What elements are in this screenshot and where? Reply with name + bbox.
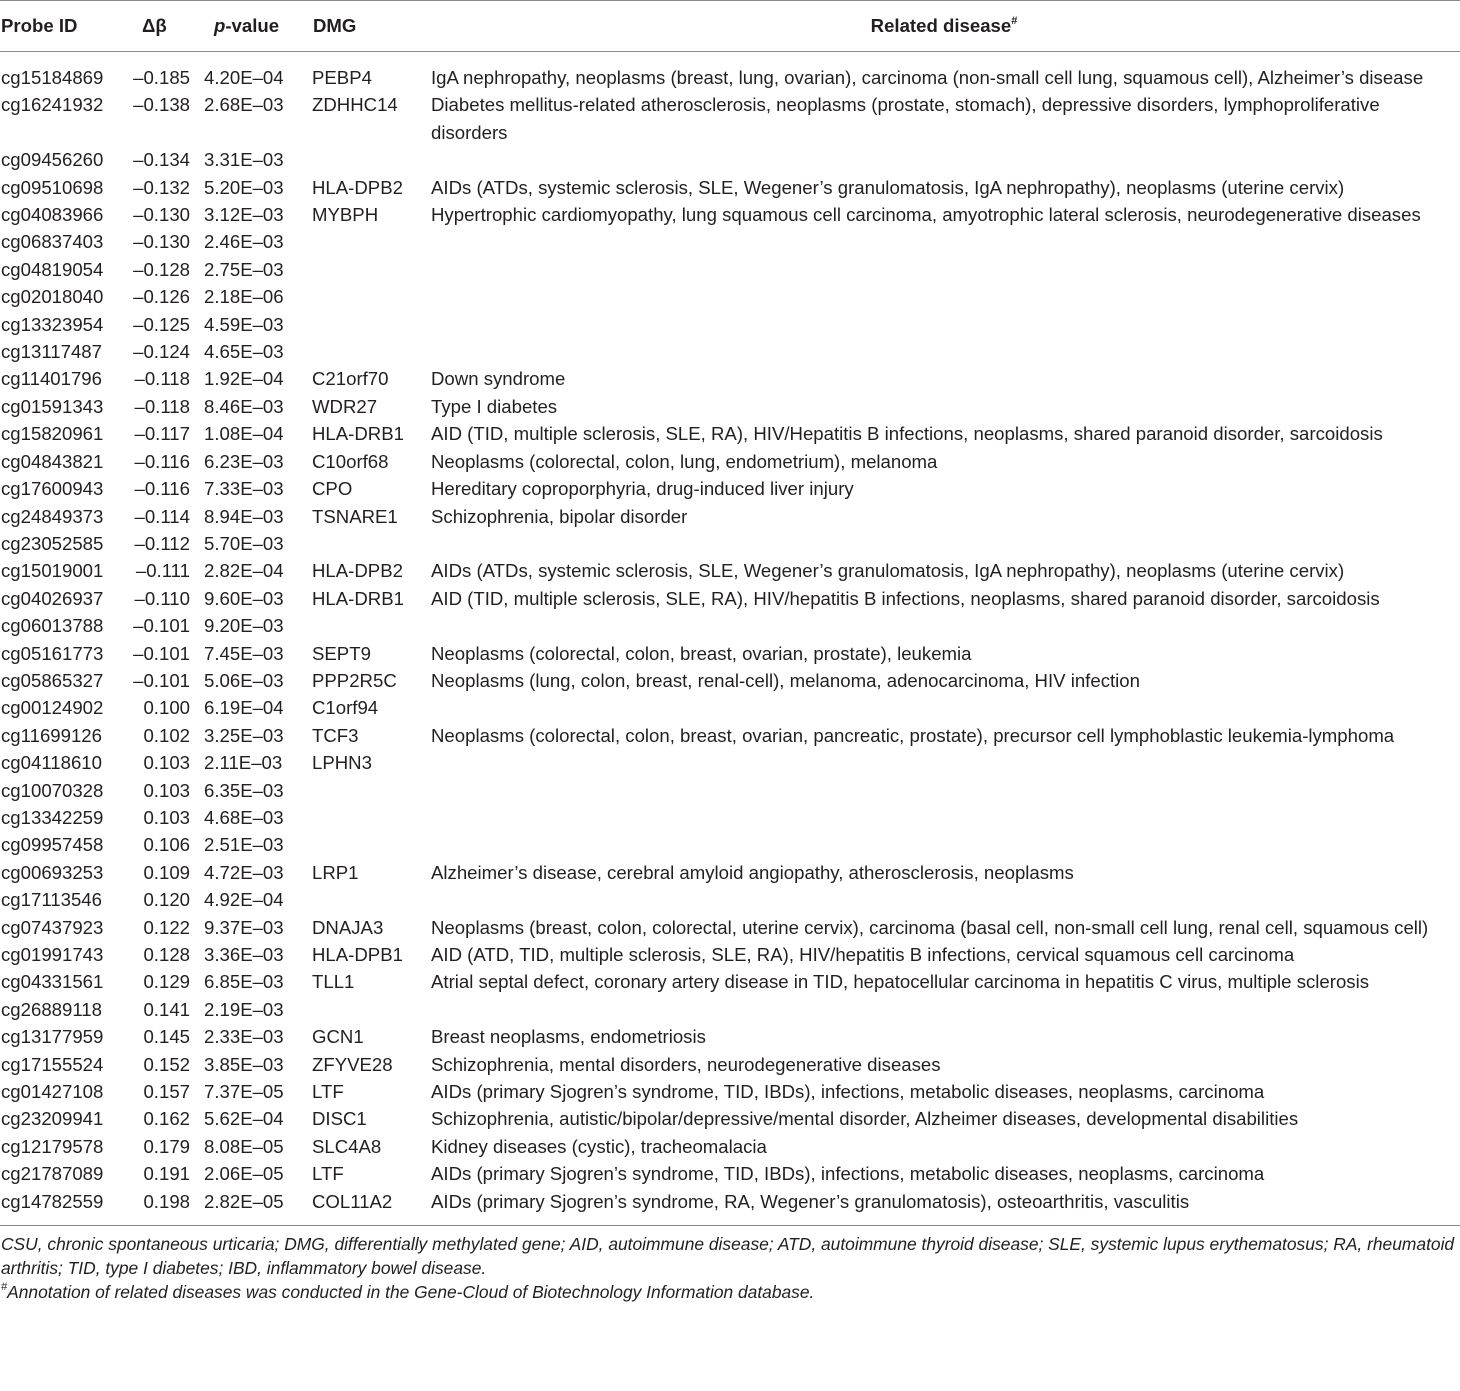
dmg-cell: HLA-DPB2 [312, 560, 403, 582]
header-related-disease [428, 1, 1460, 52]
delta-beta-cell: 0.128 [143, 944, 190, 965]
related-disease-cell: Atrial septal defect, coronary artery disease in TID, hepatocellular carcinoma in hepatitis C virus, multiple sclerosis [431, 971, 1370, 993]
probe-id-cell: cg13342259 [1, 806, 104, 828]
dmg-cell [310, 831, 428, 858]
table-row [0, 1188, 1460, 1225]
p-value-cell: 2.75E–03 [204, 258, 284, 280]
header-row [0, 1, 1460, 52]
probe-id-cell: cg17600943 [1, 478, 104, 500]
probe-id-cell: cg13323954 [1, 313, 104, 335]
delta-beta-cell: 0.157 [143, 1081, 190, 1103]
header-probe-id: Probe ID [0, 1, 124, 52]
delta-beta-cell: –0.185 [133, 67, 190, 88]
probe-id-cell: cg09456260 [1, 149, 104, 171]
dmg-cell: COL11A2 [312, 1190, 393, 1212]
delta-beta-cell: –0.132 [133, 176, 190, 198]
p-value-cell: 2.33E–03 [204, 1026, 284, 1048]
table-row [0, 941, 1460, 968]
related-disease-cell: Kidney diseases (cystic), tracheomalacia [431, 1135, 767, 1157]
dmg-cell: HLA-DRB1 [312, 587, 404, 609]
delta-beta-cell: –0.118 [134, 368, 190, 390]
table-row [0, 1133, 1460, 1160]
probe-id-cell: cg09510698 [1, 176, 104, 198]
p-value-cell: 3.25E–03 [204, 724, 284, 746]
abbreviations-note: CSU, chronic spontaneous urticaria; DMG, differentially methylated gene; AID, autoimmune disease; ATD, autoimmune thyroid disease; SLE, systemic lupus erythematosus; RA, rheumatoid arthritis; TID, type I diabetes; IBD, inflammatory bowel disease. [1, 1234, 1455, 1279]
annotation-text: Annotation of related diseases was conducted in the Gene-Cloud of Biotechnology Information database. [7, 1282, 815, 1303]
dmg-cell [310, 804, 428, 831]
related-disease-cell [428, 530, 1460, 557]
delta-beta-cell: 0.100 [143, 697, 190, 719]
related-disease-cell: Schizophrenia, autistic/bipolar/depressive/mental disorder, Alzheimer diseases, developmental disabilities [431, 1108, 1299, 1130]
annotation-mark: # [1, 1281, 8, 1294]
table-row [0, 146, 1460, 173]
dmg-cell: ZFYVE28 [312, 1053, 393, 1075]
delta-beta-cell: –0.128 [133, 258, 190, 280]
related-disease-cell [428, 777, 1460, 804]
dmg-cell: TLL1 [312, 971, 355, 993]
header-disease-label: Related disease [870, 15, 1012, 36]
delta-beta-cell: –0.101 [133, 615, 190, 637]
delta-beta-cell: 0.122 [143, 916, 190, 938]
related-disease-cell: AIDs (ATDs, systemic sclerosis, SLE, Wegener’s granulomatosis, IgA nephropathy), neoplasms (uterine cervix) [431, 176, 1345, 198]
table-row [0, 694, 1460, 721]
probe-id-cell: cg13177959 [1, 1026, 104, 1048]
dmg-cell: SLC4A8 [312, 1135, 382, 1157]
header-dmg: DMG [310, 1, 428, 52]
p-value-cell: 2.11E–03 [204, 752, 283, 774]
delta-beta-cell: 0.102 [143, 724, 190, 746]
p-value-cell: 8.46E–03 [204, 395, 284, 417]
table-row [0, 228, 1460, 255]
dmg-cell: ZDHHC14 [312, 94, 398, 116]
related-disease-cell: Breast neoplasms, endometriosis [431, 1026, 706, 1048]
dmg-cell [310, 530, 428, 557]
table-row [0, 667, 1460, 694]
dmg-cell [310, 311, 428, 338]
probe-id-cell: cg26889118 [1, 998, 102, 1020]
p-value-cell: 3.85E–03 [204, 1053, 284, 1075]
delta-beta-cell: 0.120 [143, 889, 190, 911]
probe-id-cell: cg06013788 [1, 615, 104, 637]
delta-beta-cell: –0.112 [134, 532, 190, 554]
dmg-cell [310, 777, 428, 804]
probe-id-cell: cg23052585 [1, 532, 104, 554]
p-value-cell: 2.06E–05 [204, 1163, 284, 1185]
p-value-cell: 2.51E–03 [204, 834, 284, 856]
table-row [0, 804, 1460, 831]
table-row [0, 1105, 1460, 1132]
p-value-cell: 5.20E–03 [204, 176, 284, 198]
delta-beta-cell: –0.125 [133, 313, 190, 335]
probe-id-cell: cg13117487 [1, 341, 102, 363]
related-disease-cell: AID (TID, multiple sclerosis, SLE, RA), HIV/Hepatitis B infections, neoplasms, shared paranoid disorder, sarcoidosis [431, 423, 1383, 445]
dmg-cell: LPHN3 [312, 752, 372, 774]
probe-id-cell: cg11699126 [1, 724, 102, 746]
probe-id-cell: cg16241932 [1, 94, 104, 116]
delta-beta-cell: –0.124 [133, 341, 190, 363]
probe-id-cell: cg15019001 [1, 560, 104, 582]
probe-id-cell: cg06837403 [1, 231, 104, 253]
header-p-value [194, 1, 310, 52]
table-row [0, 256, 1460, 283]
related-disease-cell: Schizophrenia, mental disorders, neurodegenerative diseases [431, 1053, 941, 1075]
p-value-cell: 4.92E–04 [204, 889, 284, 911]
annotation-note [1, 1280, 1458, 1304]
p-value-cell: 7.33E–03 [204, 478, 284, 500]
p-value-cell: 9.60E–03 [204, 587, 284, 609]
table-row [0, 503, 1460, 530]
delta-beta-cell: –0.111 [135, 560, 190, 582]
dmg-cell: SEPT9 [312, 642, 371, 664]
footnotes [0, 1226, 1460, 1304]
probe-id-cell: cg04331561 [1, 971, 104, 993]
probe-id-cell: cg04083966 [1, 204, 104, 226]
p-value-cell: 4.65E–03 [204, 341, 284, 363]
table-row [0, 612, 1460, 639]
related-disease-cell [428, 749, 1460, 776]
table-row [0, 393, 1460, 420]
related-disease-cell: AID (TID, multiple sclerosis, SLE, RA), HIV/hepatitis B infections, neoplasms, shared paranoid disorder, sarcoidosis [431, 587, 1380, 609]
delta-beta-cell: –0.130 [133, 204, 190, 226]
table-row [0, 914, 1460, 941]
related-disease-cell: Neoplasms (breast, colon, colorectal, uterine cervix), carcinoma (basal cell, non-small cell lung, renal cell, squamous cell) [431, 916, 1429, 938]
table-row [0, 201, 1460, 228]
table-row [0, 722, 1460, 749]
dmg-cell [310, 338, 428, 365]
probe-id-cell: cg07437923 [1, 916, 104, 938]
p-value-cell: 2.18E–06 [204, 286, 284, 308]
delta-beta-cell: –0.138 [133, 94, 190, 116]
delta-beta-cell: –0.110 [134, 587, 190, 609]
table-row [0, 640, 1460, 667]
probe-id-cell: cg11401796 [1, 368, 102, 390]
probe-id-cell: cg01991743 [1, 944, 104, 965]
p-value-cell: 4.68E–03 [204, 806, 284, 828]
probe-id-cell: cg05161773 [1, 642, 104, 664]
probe-id-cell: cg01591343 [1, 395, 104, 417]
p-value-cell: 4.20E–04 [204, 67, 284, 88]
table-row [0, 174, 1460, 201]
table-row [0, 777, 1460, 804]
table-row [0, 749, 1460, 776]
related-disease-cell: Alzheimer’s disease, cerebral amyloid angiopathy, atherosclerosis, neoplasms [431, 861, 1074, 883]
table-row [0, 311, 1460, 338]
probe-id-cell: cg00693253 [1, 861, 104, 883]
delta-beta-cell: 0.198 [143, 1190, 190, 1212]
related-disease-cell: Neoplasms (lung, colon, breast, renal-cell), melanoma, adenocarcinoma, HIV infection [431, 669, 1140, 691]
probe-id-cell: cg01427108 [1, 1081, 104, 1103]
table-row [0, 448, 1460, 475]
related-disease-cell [428, 612, 1460, 639]
dmg-cell [310, 612, 428, 639]
table-row [0, 557, 1460, 584]
dmg-cell: TCF3 [312, 724, 359, 746]
delta-beta-cell: –0.101 [133, 642, 190, 664]
p-value-cell: 2.82E–04 [204, 560, 284, 582]
related-disease-cell [428, 338, 1460, 365]
delta-beta-cell: –0.116 [134, 478, 190, 500]
delta-beta-cell: –0.118 [134, 395, 190, 417]
header-p-italic: p [214, 15, 226, 36]
p-value-cell: 1.92E–04 [204, 368, 284, 390]
table-row [0, 365, 1460, 392]
p-value-cell: 3.31E–03 [204, 149, 284, 171]
delta-beta-cell: –0.126 [133, 286, 190, 308]
p-value-cell: 2.68E–03 [204, 94, 284, 116]
delta-beta-cell: 0.103 [143, 752, 190, 774]
probe-id-cell: cg04118610 [1, 752, 102, 774]
related-disease-cell: AIDs (primary Sjogren’s syndrome, TID, IBDs), infections, metabolic diseases, neoplasms, carcinoma [431, 1163, 1265, 1185]
p-value-cell: 5.06E–03 [204, 669, 284, 691]
probe-id-cell: cg04843821 [1, 450, 104, 472]
dmg-cell [310, 996, 428, 1023]
table-row [0, 52, 1460, 92]
dmg-cell: C1orf94 [312, 697, 379, 719]
dmg-cell: MYBPH [312, 204, 379, 226]
delta-beta-cell: –0.116 [134, 450, 190, 472]
dmg-cell: DNAJA3 [312, 916, 384, 938]
header-p-rest: -value [225, 15, 280, 36]
related-disease-cell [428, 804, 1460, 831]
related-disease-cell: Hereditary coproporphyria, drug-induced liver injury [431, 478, 854, 500]
dmg-cell: HLA-DPB1 [312, 944, 403, 965]
delta-beta-cell: 0.141 [143, 998, 190, 1020]
dmg-cell: LTF [312, 1081, 344, 1103]
probe-id-cell: cg05865327 [1, 669, 104, 691]
dmg-cell: CPO [312, 478, 353, 500]
table-body [0, 52, 1460, 1226]
dmg-cell: TSNARE1 [312, 505, 398, 527]
table-row [0, 585, 1460, 612]
p-value-cell: 4.59E–03 [204, 313, 284, 335]
related-disease-cell: Hypertrophic cardiomyopathy, lung squamous cell carcinoma, amyotrophic lateral sclerosis, neurodegenerative diseases [431, 204, 1421, 226]
p-value-cell: 8.08E–05 [204, 1135, 284, 1157]
delta-beta-cell: –0.130 [133, 231, 190, 253]
dmg-cell [310, 146, 428, 173]
table-row [0, 530, 1460, 557]
delta-beta-cell: –0.134 [133, 149, 190, 171]
delta-beta-cell: 0.109 [143, 861, 190, 883]
related-disease-cell: AIDs (ATDs, systemic sclerosis, SLE, Wegener’s granulomatosis, IgA nephropathy), neoplasms (uterine cervix) [431, 560, 1345, 582]
dmg-cell: LRP1 [312, 861, 359, 883]
table-row [0, 283, 1460, 310]
probe-id-cell: cg21787089 [1, 1163, 104, 1185]
p-value-cell: 6.35E–03 [204, 779, 284, 801]
related-disease-cell: Down syndrome [431, 368, 566, 390]
related-disease-cell: Neoplasms (colorectal, colon, lung, endometrium), melanoma [431, 450, 938, 472]
table-row [0, 1078, 1460, 1105]
table-row [0, 968, 1460, 995]
p-value-cell: 6.23E–03 [204, 450, 284, 472]
related-disease-cell [428, 256, 1460, 283]
dmg-cell [310, 886, 428, 913]
dmg-cell: C21orf70 [312, 368, 389, 390]
table-row [0, 338, 1460, 365]
related-disease-cell: Diabetes mellitus-related atherosclerosis, neoplasms (prostate, stomach), depressive disorders, lymphoproliferative disorders [431, 94, 1380, 143]
p-value-cell: 1.08E–04 [204, 423, 284, 445]
p-value-cell: 9.37E–03 [204, 916, 284, 938]
header-delta-beta: Δβ [124, 1, 194, 52]
p-value-cell: 3.12E–03 [204, 204, 284, 226]
related-disease-cell [428, 886, 1460, 913]
p-value-cell: 2.46E–03 [204, 231, 284, 253]
probe-id-cell: cg09957458 [1, 834, 104, 856]
p-value-cell: 4.72E–03 [204, 861, 284, 883]
dmg-cell: PEBP4 [312, 67, 372, 88]
probe-id-cell: cg15820961 [1, 423, 104, 445]
p-value-cell: 8.94E–03 [204, 505, 284, 527]
related-disease-cell [428, 311, 1460, 338]
related-disease-cell [428, 283, 1460, 310]
probe-id-cell: cg15184869 [1, 67, 104, 88]
related-disease-cell: AIDs (primary Sjogren’s syndrome, TID, IBDs), infections, metabolic diseases, neoplasms, carcinoma [431, 1081, 1265, 1103]
probe-id-cell: cg24849373 [1, 505, 104, 527]
table-row [0, 91, 1460, 146]
delta-beta-cell: 0.129 [143, 971, 190, 993]
dmg-cell: WDR27 [312, 395, 378, 417]
related-disease-cell [428, 996, 1460, 1023]
related-disease-cell [428, 228, 1460, 255]
probe-id-cell: cg23209941 [1, 1108, 104, 1130]
related-disease-cell: Neoplasms (colorectal, colon, breast, ovarian, pancreatic, prostate), precursor cell lymphoblastic leukemia-lymphoma [431, 724, 1395, 746]
related-disease-cell [428, 831, 1460, 858]
table-row [0, 886, 1460, 913]
probe-id-cell: cg04819054 [1, 258, 104, 280]
delta-beta-cell: –0.101 [133, 669, 190, 691]
probe-id-cell: cg10070328 [1, 779, 104, 801]
related-disease-cell: Schizophrenia, bipolar disorder [431, 505, 688, 527]
related-disease-cell [428, 146, 1460, 173]
related-disease-cell: AID (ATD, TID, multiple sclerosis, SLE, RA), HIV/hepatitis B infections, cervical squamous cell carcinoma [431, 944, 1295, 965]
delta-beta-cell: 0.179 [143, 1135, 190, 1157]
delta-beta-cell: –0.117 [134, 423, 190, 445]
delta-beta-cell: 0.103 [143, 806, 190, 828]
dmg-cell: PPP2R5C [312, 669, 397, 691]
table-row [0, 996, 1460, 1023]
delta-beta-cell: 0.162 [143, 1108, 190, 1130]
probe-id-cell: cg17155524 [1, 1053, 104, 1075]
table-row [0, 1160, 1460, 1187]
table-row [0, 831, 1460, 858]
related-disease-cell: Neoplasms (colorectal, colon, breast, ovarian, prostate), leukemia [431, 642, 972, 664]
p-value-cell: 6.19E–04 [204, 697, 284, 719]
delta-beta-cell: 0.191 [143, 1163, 190, 1185]
probe-id-cell: cg00124902 [1, 697, 104, 719]
dmg-cell: C10orf68 [312, 450, 389, 472]
header-disease-mark: # [1011, 15, 1018, 27]
dmg-cell: HLA-DRB1 [312, 423, 404, 445]
p-value-cell: 7.37E–05 [204, 1081, 284, 1103]
probe-id-cell: cg14782559 [1, 1190, 104, 1212]
delta-beta-cell: 0.103 [143, 779, 190, 801]
p-value-cell: 3.36E–03 [204, 944, 284, 965]
p-value-cell: 2.82E–05 [204, 1190, 284, 1212]
table-row [0, 475, 1460, 502]
dmg-cell [310, 256, 428, 283]
dmg-cell [310, 228, 428, 255]
delta-beta-cell: 0.106 [143, 834, 190, 856]
related-disease-cell: IgA nephropathy, neoplasms (breast, lung, ovarian), carcinoma (non-small cell lung, squamous cell), Alzheimer’s disease [431, 67, 1424, 88]
related-disease-cell [428, 694, 1460, 721]
p-value-cell: 6.85E–03 [204, 971, 284, 993]
dmg-cell [310, 283, 428, 310]
table-row [0, 1051, 1460, 1078]
p-value-cell: 2.19E–03 [204, 998, 284, 1020]
probe-id-cell: cg04026937 [1, 587, 104, 609]
p-value-cell: 7.45E–03 [204, 642, 284, 664]
related-disease-cell: AIDs (primary Sjogren’s syndrome, RA, Wegener’s granulomatosis), osteoarthritis, vasculitis [431, 1190, 1190, 1212]
table-row [0, 859, 1460, 886]
delta-beta-cell: –0.114 [134, 505, 190, 527]
delta-beta-cell: 0.145 [143, 1026, 190, 1048]
table-row [0, 1023, 1460, 1050]
delta-beta-cell: 0.152 [143, 1053, 190, 1075]
p-value-cell: 5.62E–04 [204, 1108, 284, 1130]
dmg-cell: GCN1 [312, 1026, 364, 1048]
probe-id-cell: cg02018040 [1, 286, 104, 308]
dmg-cell: HLA-DPB2 [312, 176, 403, 198]
table-row [0, 420, 1460, 447]
p-value-cell: 9.20E–03 [204, 615, 284, 637]
probe-id-cell: cg17113546 [1, 889, 102, 911]
related-disease-cell: Type I diabetes [431, 395, 558, 417]
p-value-cell: 5.70E–03 [204, 532, 284, 554]
dmg-cell: DISC1 [312, 1108, 367, 1130]
dmg-cell: LTF [312, 1163, 344, 1185]
probe-id-cell: cg12179578 [1, 1135, 104, 1157]
